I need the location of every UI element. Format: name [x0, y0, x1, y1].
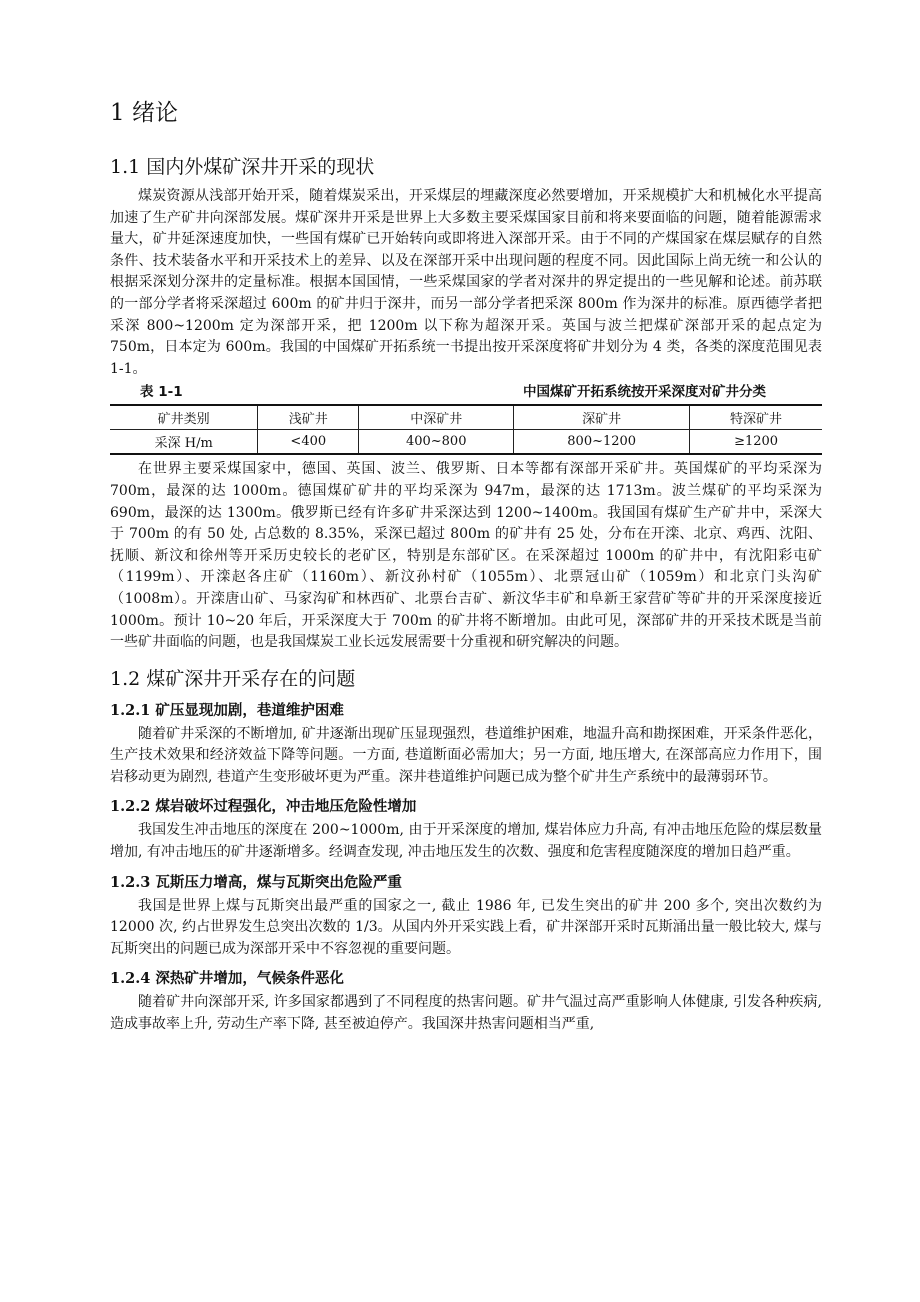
- subsection-1-2-2-title: 1.2.2 煤岩破坏过程强化，冲击地压危险性增加: [110, 798, 417, 816]
- subsection-1-2-3-text: 我国是世界上煤与瓦斯突出最严重的国家之一, 截止 1986 年, 已发生突出的矿井 200 多个, 突出次数约为 12000 次, 约占世界发生总突出次数的 1/3。从国内外开采实践上看，矿井深部开采时瓦斯涌出量一般比较大, 煤与瓦斯突出的问题已成为深部开采中不容忽视的重要问题。: [110, 897, 822, 957]
- table-header-cell: 中深矿井: [359, 405, 514, 430]
- table-label: 表 1-1: [140, 384, 183, 401]
- section-1-1-paragraph-2: 在世界主要采煤国家中，德国、英国、波兰、俄罗斯、日本等都有深部开采矿井。英国煤矿的平均采深为 700m，最深的达 1000m。德国煤矿矿井的平均采深为 947m，最深的达 1713m。波兰煤矿的平均采深为 690m，最深的达 1300m。俄罗斯已经有许多矿井采深达到 1200~1400m。我国国有煤矿生产矿井中，采深大于 700m 的有 50 处, 占总数的 8.35%，采深已超过 800m 的矿井有 25 处，分布在开滦、北京、鸡西、沈阳、抚顺、新汶和徐州等开采历史较长的老矿区，特别是东部矿区。在采深超过 1000m 的矿井中，有沈阳彩屯矿（1199m）、开滦赵各庄矿（1160m）、新汶孙村矿（1055m）、北票冠山矿（1059m）和北京门头沟矿（1008m）。开滦唐山矿、马家沟矿和林西矿、北票台吉矿、新汶华丰矿和阜新王家营矿等矿井的开采深度接近 1000m。预计 10~20 年后，开采深度大于 700m 的矿井将不断增加。由此可见，深部矿井的开采技术既是当前一些矿井面临的问题，也是我国煤炭工业长远发展需要十分重视和研究解决的问题。: [110, 461, 822, 651]
- table-cell: ≥1200: [690, 430, 822, 455]
- table-cell: 采深 H/m: [110, 430, 258, 455]
- table-cell: 400~800: [359, 430, 514, 455]
- table-header-cell: 浅矿井: [258, 405, 359, 430]
- subsection-1-2-1-text: 随着矿井采深的不断增加, 矿井逐渐出现矿压显现强烈，巷道维护困难，地温升高和勘探困难，开采条件恶化，生产技术效果和经济效益下降等问题。一方面, 巷道断面必需加大；另一方面, 地压增大, 在深部高应力作用下，围岩移动更为剧烈, 巷道产生变形破坏更为严重。深井巷道维护问题已成为整个矿井生产系统中的最薄弱环节。: [110, 725, 822, 785]
- table-header-cell: 矿井类别: [110, 405, 258, 430]
- chapter-title: 1 绪论: [110, 100, 178, 126]
- table-cell: <400: [258, 430, 359, 455]
- section-1-1-title: 1.1 国内外煤矿深井开采的现状: [110, 156, 375, 178]
- table-header-cell: 特深矿井: [690, 405, 822, 430]
- section-1-1-paragraph-1: 煤炭资源从浅部开始开采，随着煤炭采出，开采煤层的埋藏深度必然要增加，开采规模扩大和机械化水平提高加速了生产矿井向深部发展。煤矿深井开采是世界上大多数主要采煤国家目前和将来要面临的问题，随着能源需求量大，矿井延深速度加快，一些国有煤矿已开始转向或即将进入深部开采。由于不同的产煤国家在煤层赋存的自然条件、技术装备水平和开采技术上的差异、以及在深部开采中出现问题的程度不同。因此国际上尚无统一和公认的根据采深划分深井的定量标准。根据本国国情，一些采煤国家的学者对深井的界定提出的一些见解和论述。前苏联的一部分学者将采深超过 600m 的矿井归于深井，而另一部分学者把采深 800m 作为深井的标准。原西德学者把采深 800~1200m 定为深部开采，把 1200m 以下称为超深开采。英国与波兰把煤矿深部开采的起点定为 750m，日本定为 600m。我国的中国煤矿开拓系统一书提出按开采深度将矿井划分为 4 类，各类的深度范围见表 1-1。: [110, 188, 822, 377]
- section-1-2-title: 1.2 煤矿深井开采存在的问题: [110, 667, 356, 690]
- table-header-cell: 深矿井: [514, 405, 690, 430]
- subsection-1-2-2-text: 我国发生冲击地压的深度在 200~1000m, 由于开采深度的增加, 煤岩体应力升高, 有冲击地压危险的煤层数量增加, 有冲击地压的矿井逐渐增多。经调查发现, 冲击地压发生的次数、强度和危害程度随深度的增加日趋严重。: [110, 822, 822, 861]
- subsection-1-2-4-title: 1.2.4 深热矿井增加，气候条件恶化: [110, 970, 344, 988]
- subsection-1-2-3-title: 1.2.3 瓦斯压力增高，煤与瓦斯突出危险严重: [110, 873, 402, 891]
- document-page: [110, 98, 822, 1036]
- table-title: 中国煤矿开拓系统按开采深度对矿井分类: [523, 384, 766, 401]
- table-row: [110, 430, 822, 455]
- mine-classification-table: [110, 404, 822, 455]
- table-caption: [110, 382, 822, 402]
- subsection-1-2-4-text: 随着矿井向深部开采, 许多国家都遇到了不同程度的热害问题。矿井气温过高严重影响人体健康, 引发各种疾病, 造成事故率上升, 劳动生产率下降, 甚至被迫停产。我国深井热害问题相当严重,: [110, 994, 822, 1033]
- subsection-1-2-1-title: 1.2.1 矿压显现加剧，巷道维护困难: [110, 701, 344, 719]
- table-cell: 800~1200: [514, 430, 690, 455]
- table-header-row: [110, 405, 822, 430]
